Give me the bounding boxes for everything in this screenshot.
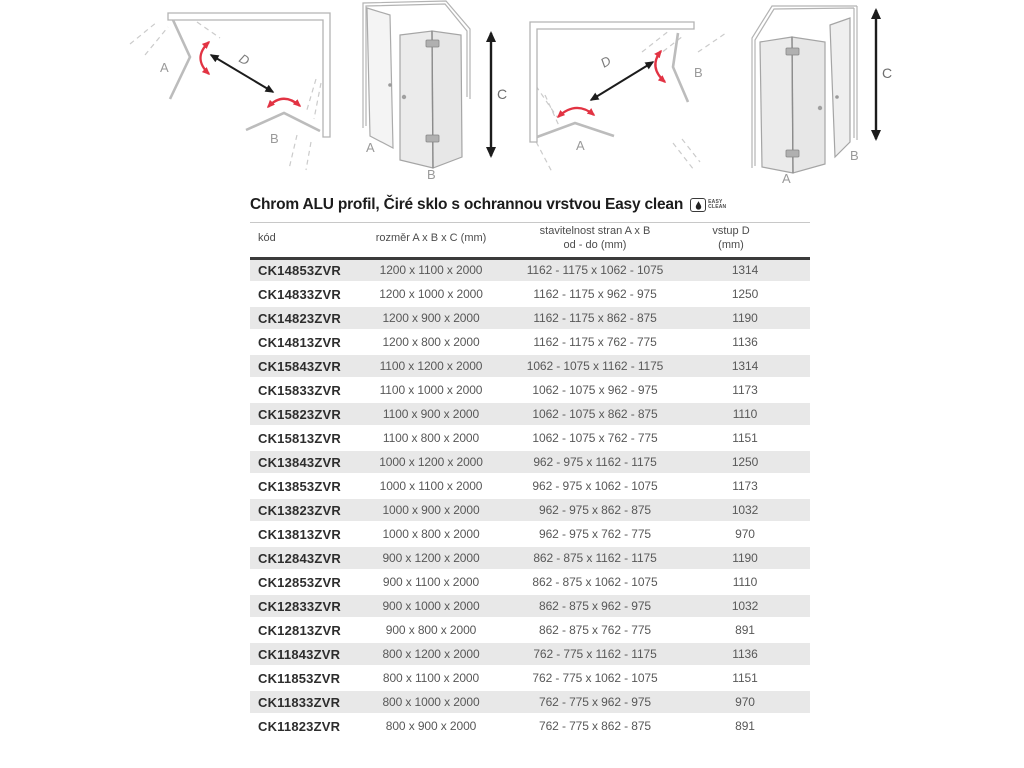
cell-size: 1000 x 1200 x 2000 xyxy=(352,450,510,474)
cell-entry: 1314 xyxy=(680,354,810,378)
door-panel-b xyxy=(246,113,320,131)
table-row xyxy=(250,402,810,426)
column-header-adjust: stavitelnost stran A x B od - do (mm) xyxy=(510,223,680,259)
cell-size: 900 x 1000 x 2000 xyxy=(352,594,510,618)
label-a: A xyxy=(366,140,375,155)
cell-code: CK15833ZVR xyxy=(250,378,352,402)
cell-size: 1200 x 800 x 2000 xyxy=(352,330,510,354)
cell-entry: 891 xyxy=(680,714,810,738)
wall-corner xyxy=(168,13,330,137)
cell-entry: 1110 xyxy=(680,402,810,426)
cell-entry: 1032 xyxy=(680,498,810,522)
diagram-perspective-left xyxy=(355,0,507,184)
cell-entry: 1032 xyxy=(680,594,810,618)
cell-code: CK12853ZVR xyxy=(250,570,352,594)
cell-size: 1200 x 1000 x 2000 xyxy=(352,282,510,306)
door-panel-a xyxy=(537,123,614,137)
table-row xyxy=(250,474,810,498)
label-b: B xyxy=(850,148,859,163)
cell-adjust: 862 - 875 x 962 - 975 xyxy=(510,594,680,618)
spec-table-header-row xyxy=(250,223,810,259)
cell-code: CK14823ZVR xyxy=(250,306,352,330)
cell-code: CK14813ZVR xyxy=(250,330,352,354)
cell-code: CK14833ZVR xyxy=(250,282,352,306)
cell-adjust: 762 - 775 x 962 - 975 xyxy=(510,690,680,714)
cell-code: CK13823ZVR xyxy=(250,498,352,522)
cell-entry: 1136 xyxy=(680,330,810,354)
cell-size: 800 x 900 x 2000 xyxy=(352,714,510,738)
cell-code: CK11833ZVR xyxy=(250,690,352,714)
cell-adjust: 1162 - 1175 x 1062 - 1075 xyxy=(510,258,680,282)
door-knob xyxy=(402,95,406,99)
cell-entry: 1250 xyxy=(680,282,810,306)
label-a: A xyxy=(782,171,791,186)
table-row xyxy=(250,282,810,306)
table-row xyxy=(250,570,810,594)
panel-a-knob xyxy=(388,83,392,87)
cell-size: 1100 x 1200 x 2000 xyxy=(352,354,510,378)
cell-adjust: 962 - 975 x 862 - 875 xyxy=(510,498,680,522)
cell-code: CK12813ZVR xyxy=(250,618,352,642)
bifold-panel-right xyxy=(432,31,462,168)
cell-size: 1000 x 800 x 2000 xyxy=(352,522,510,546)
cell-entry: 1173 xyxy=(680,474,810,498)
cell-entry: 1190 xyxy=(680,306,810,330)
swing-arrow-a xyxy=(558,108,594,117)
panel-b-knob xyxy=(835,95,839,99)
cell-size: 1000 x 1100 x 2000 xyxy=(352,474,510,498)
cell-code: CK13813ZVR xyxy=(250,522,352,546)
hinge-bottom xyxy=(786,150,799,157)
table-row xyxy=(250,354,810,378)
cell-size: 900 x 800 x 2000 xyxy=(352,618,510,642)
table-row xyxy=(250,666,810,690)
door-panel-a xyxy=(170,20,190,99)
cell-size: 1200 x 1100 x 2000 xyxy=(352,258,510,282)
label-c: C xyxy=(497,86,507,102)
cell-entry: 891 xyxy=(680,618,810,642)
diagram-perspective-right xyxy=(740,0,900,190)
table-row xyxy=(250,450,810,474)
droplet-icon xyxy=(690,198,706,212)
column-header-code: kód xyxy=(250,223,352,259)
swing-arrow-b xyxy=(655,51,665,82)
cell-adjust: 1062 - 1075 x 862 - 875 xyxy=(510,402,680,426)
table-row xyxy=(250,378,810,402)
cell-size: 1000 x 900 x 2000 xyxy=(352,498,510,522)
fixed-panel-b xyxy=(830,18,850,157)
cell-entry: 1314 xyxy=(680,258,810,282)
cell-entry: 1151 xyxy=(680,426,810,450)
cell-adjust: 862 - 875 x 762 - 775 xyxy=(510,618,680,642)
wall-corner xyxy=(530,22,694,142)
door-panel-b xyxy=(673,33,688,102)
cell-size: 800 x 1000 x 2000 xyxy=(352,690,510,714)
cell-adjust: 862 - 875 x 1162 - 1175 xyxy=(510,546,680,570)
diagram-top-view-right xyxy=(510,0,732,180)
label-c: C xyxy=(882,65,893,81)
door-knob xyxy=(818,106,822,110)
cell-size: 1100 x 900 x 2000 xyxy=(352,402,510,426)
cell-size: 800 x 1100 x 2000 xyxy=(352,666,510,690)
bifold-panel-left xyxy=(400,31,433,168)
cell-entry: 970 xyxy=(680,690,810,714)
table-row xyxy=(250,642,810,666)
table-row xyxy=(250,714,810,738)
easy-clean-badge xyxy=(690,198,726,212)
cell-size: 900 x 1100 x 2000 xyxy=(352,570,510,594)
cell-code: CK12833ZVR xyxy=(250,594,352,618)
product-title-row xyxy=(250,196,810,214)
cell-adjust: 1162 - 1175 x 962 - 975 xyxy=(510,282,680,306)
cell-adjust: 1162 - 1175 x 762 - 775 xyxy=(510,330,680,354)
cell-entry: 1250 xyxy=(680,450,810,474)
cell-code: CK11843ZVR xyxy=(250,642,352,666)
fixed-panel-a xyxy=(367,8,393,148)
cell-adjust: 762 - 775 x 862 - 875 xyxy=(510,714,680,738)
cell-adjust: 862 - 875 x 1062 - 1075 xyxy=(510,570,680,594)
label-a: A xyxy=(160,60,169,75)
hinge-bottom xyxy=(426,135,439,142)
page-title: Chrom ALU profil, Čiré sklo s ochrannou vrstvou Easy clean xyxy=(250,196,684,213)
cell-adjust: 962 - 975 x 1162 - 1175 xyxy=(510,450,680,474)
swing-arrow-a xyxy=(201,42,210,74)
swing-arrow-b xyxy=(268,99,300,107)
table-row xyxy=(250,546,810,570)
spec-table-body xyxy=(250,258,810,738)
cell-adjust: 762 - 775 x 1062 - 1075 xyxy=(510,666,680,690)
cell-code: CK11853ZVR xyxy=(250,666,352,690)
cell-code: CK13853ZVR xyxy=(250,474,352,498)
cell-adjust: 962 - 975 x 1062 - 1075 xyxy=(510,474,680,498)
label-b: B xyxy=(270,131,279,146)
cell-adjust: 1162 - 1175 x 862 - 875 xyxy=(510,306,680,330)
cell-adjust: 762 - 775 x 1162 - 1175 xyxy=(510,642,680,666)
cell-entry: 970 xyxy=(680,522,810,546)
cell-code: CK15813ZVR xyxy=(250,426,352,450)
cell-code: CK13843ZVR xyxy=(250,450,352,474)
cell-code: CK11823ZVR xyxy=(250,714,352,738)
hinge-top xyxy=(786,48,799,55)
label-d: D xyxy=(597,52,614,71)
table-row xyxy=(250,426,810,450)
cell-code: CK15843ZVR xyxy=(250,354,352,378)
cell-size: 1200 x 900 x 2000 xyxy=(352,306,510,330)
cell-adjust: 1062 - 1075 x 962 - 975 xyxy=(510,378,680,402)
cell-code: CK14853ZVR xyxy=(250,258,352,282)
label-b: B xyxy=(694,65,703,80)
column-header-entry: vstup D (mm) xyxy=(680,223,810,259)
cell-adjust: 962 - 975 x 762 - 775 xyxy=(510,522,680,546)
cell-entry: 1190 xyxy=(680,546,810,570)
cell-entry: 1110 xyxy=(680,570,810,594)
cell-entry: 1136 xyxy=(680,642,810,666)
diagram-top-view-left xyxy=(120,2,350,180)
cell-adjust: 1062 - 1075 x 762 - 775 xyxy=(510,426,680,450)
label-d: D xyxy=(236,50,253,69)
hinge-top xyxy=(426,40,439,47)
table-row xyxy=(250,522,810,546)
easy-clean-label: EASY CLEAN xyxy=(708,199,727,210)
label-a: A xyxy=(576,138,585,153)
table-row xyxy=(250,330,810,354)
entry-dimension-arrow xyxy=(591,62,653,100)
cell-size: 1100 x 1000 x 2000 xyxy=(352,378,510,402)
cell-code: CK15823ZVR xyxy=(250,402,352,426)
table-row xyxy=(250,618,810,642)
cell-size: 800 x 1200 x 2000 xyxy=(352,642,510,666)
cell-code: CK12843ZVR xyxy=(250,546,352,570)
door-swing-dashed-lines xyxy=(130,22,321,170)
table-row xyxy=(250,258,810,282)
fold-line xyxy=(432,31,433,168)
table-row xyxy=(250,498,810,522)
column-header-size: rozměr A x B x C (mm) xyxy=(352,223,510,259)
cell-entry: 1151 xyxy=(680,666,810,690)
table-row xyxy=(250,594,810,618)
cell-adjust: 1062 - 1075 x 1162 - 1175 xyxy=(510,354,680,378)
table-row xyxy=(250,690,810,714)
cell-size: 1100 x 800 x 2000 xyxy=(352,426,510,450)
spec-table xyxy=(250,222,810,739)
label-b: B xyxy=(427,167,436,182)
table-row xyxy=(250,306,810,330)
door-swing-dashed-lines xyxy=(532,30,726,172)
cell-size: 900 x 1200 x 2000 xyxy=(352,546,510,570)
cell-entry: 1173 xyxy=(680,378,810,402)
